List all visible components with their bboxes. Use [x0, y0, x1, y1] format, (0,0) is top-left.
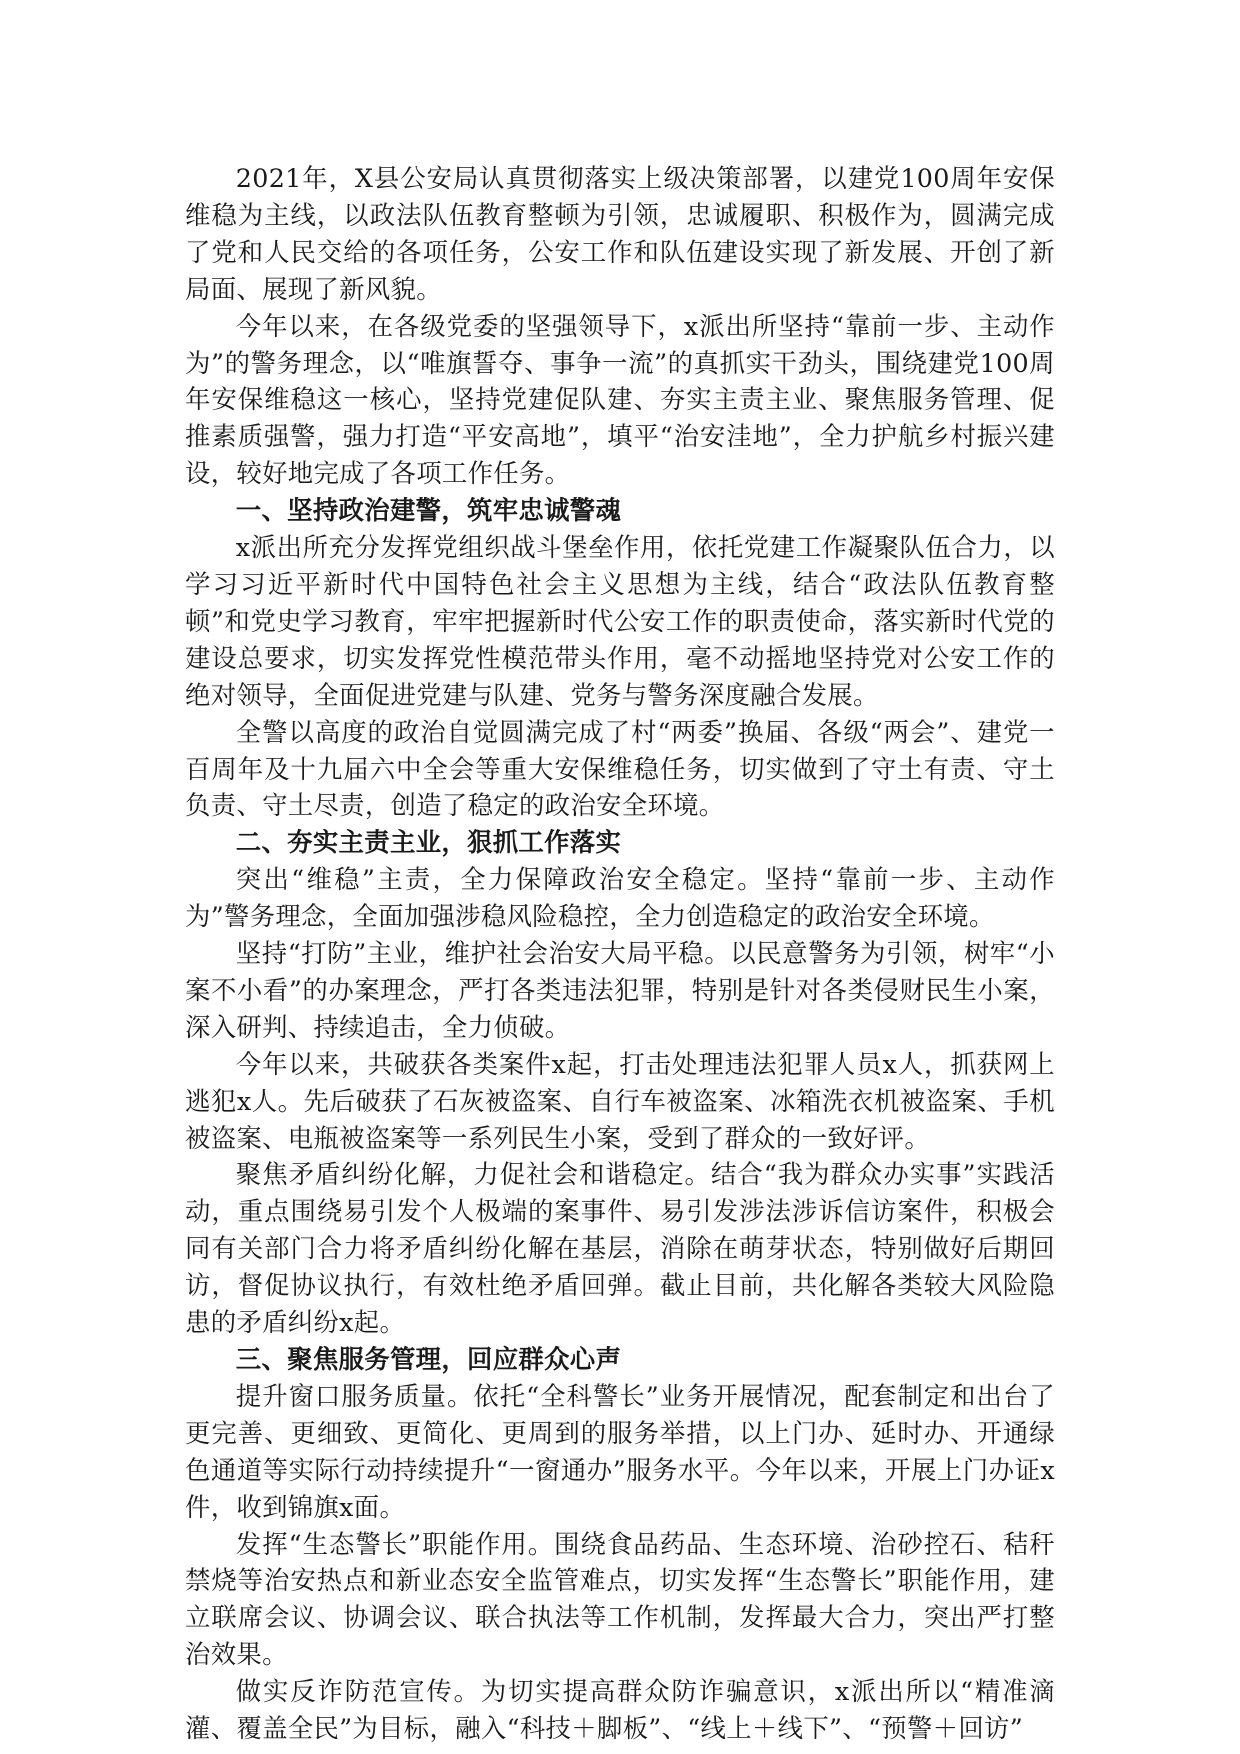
paragraph-case-results: 今年以来，共破获各类案件x起，打击处理违法犯罪人员x人，抓获网上逃犯x人。先后破获了石灰被盗案、自行车被盗案、冰箱洗衣机被盗案、手机被盗案、电瓶被盗案等一系列民生小案，受到了群众的一致好评。	[185, 1048, 1055, 1153]
paragraph-window-service: 提升窗口服务质量。依托“全科警长”业务开展情况，配套制定和出台了更完善、更细致、更简化、更周到的服务举措，以上门办、延时办、开通绿色通道等实际行动持续提升“一窗通办”服务水平。今年以来，开展上门办证x件，收到锦旗x面。	[185, 1380, 1055, 1522]
paragraph-eco-police: 发挥“生态警长”职能作用。围绕食品药品、生态环境、治砂控石、秸秆禁烧等治安热点和新业态安全监管难点，切实发挥“生态警长”职能作用，建立联席会议、协调会议、联合执法等工作机制，发挥最大合力，突出严打整治效果。	[185, 1528, 1055, 1670]
paragraph-overview: 今年以来，在各级党委的坚强领导下，x派出所坚持“靠前一步、主动作为”的警务理念，以“唯旗誓夺、事争一流”的真抓实干劲头，围绕建党100周年安保维稳这一核心，坚持党建促队建、夯实主责主业、聚焦服务管理、促推素质强警，强力打造“平安高地”，填平“治安洼地”，全力护航乡村振兴建设，较好地完成了各项工作任务。	[185, 310, 1055, 489]
paragraph-party-building: x派出所充分发挥党组织战斗堡垒作用，依托党建工作凝聚队伍合力，以学习习近平新时代中国特色社会主义思想为主线，结合“政法队伍教育整顿”和党史学习教育，牢牢把握新时代公安工作的职责使命，落实新时代党的建设总要求，切实发挥党性模范带头作用，毫不动摇地坚持党对公安工作的绝对领导，全面促进党建与队建、党务与警务深度融合发展。	[185, 532, 1055, 710]
paragraph-intro: 2021年，X县公安局认真贯彻落实上级决策部署，以建党100周年安保维稳为主线，以政法队伍教育整顿为引领，忠诚履职、积极作为，圆满完成了党和人民交给的各项任务，公安工作和队伍建设实现了新发展、开创了新局面、展现了新风貌。	[185, 163, 1055, 304]
paragraph-anti-fraud: 做实反诈防范宣传。为切实提高群众防诈骗意识，x派出所以“精准滴灌、覆盖全民”为目标，融入“科技＋脚板”、“线上＋线下”、“预警＋回访”	[185, 1676, 1055, 1744]
paragraph-crime-prevention: 坚持“打防”主业，维护社会治安大局平稳。以民意警务为引领，树牢“小案不小看”的办案理念，严打各类违法犯罪，特别是针对各类侵财民生小案，深入研判、持续追击，全力侦破。	[185, 938, 1055, 1042]
document-page	[185, 160, 1055, 1747]
paragraph-stability: 突出“维稳”主责，全力保障政治安全稳定。坚持“靠前一步、主动作为”警务理念，全面加强涉稳风险稳控，全力创造稳定的政治安全环境。	[185, 864, 1055, 932]
section-heading-2: 二、夯实主责主业，狠抓工作落实	[235, 827, 622, 858]
section-heading-1: 一、坚持政治建警，筑牢忠诚警魂	[235, 495, 622, 526]
paragraph-security-tasks: 全警以高度的政治自觉圆满完成了村“两委”换届、各级“两会”、建党一百周年及十九届六中全会等重大安保维稳任务，切实做到了守土有责、守土负责、守土尽责，创造了稳定的政治安全环境。	[185, 716, 1055, 821]
section-heading-3: 三、聚焦服务管理，回应群众心声	[235, 1344, 622, 1374]
paragraph-dispute-resolution: 聚焦矛盾纠纷化解，力促社会和谐稳定。结合“我为群众办实事”实践活动，重点围绕易引发个人极端的案事件、易引发涉法涉诉信访案件，积极会同有关部门合力将矛盾纠纷化解在基层，消除在萌芽状态，特别做好后期回访，督促协议执行，有效杜绝矛盾回弹。截止目前，共化解各类较大风险隐患的矛盾纠纷x起。	[185, 1159, 1055, 1338]
